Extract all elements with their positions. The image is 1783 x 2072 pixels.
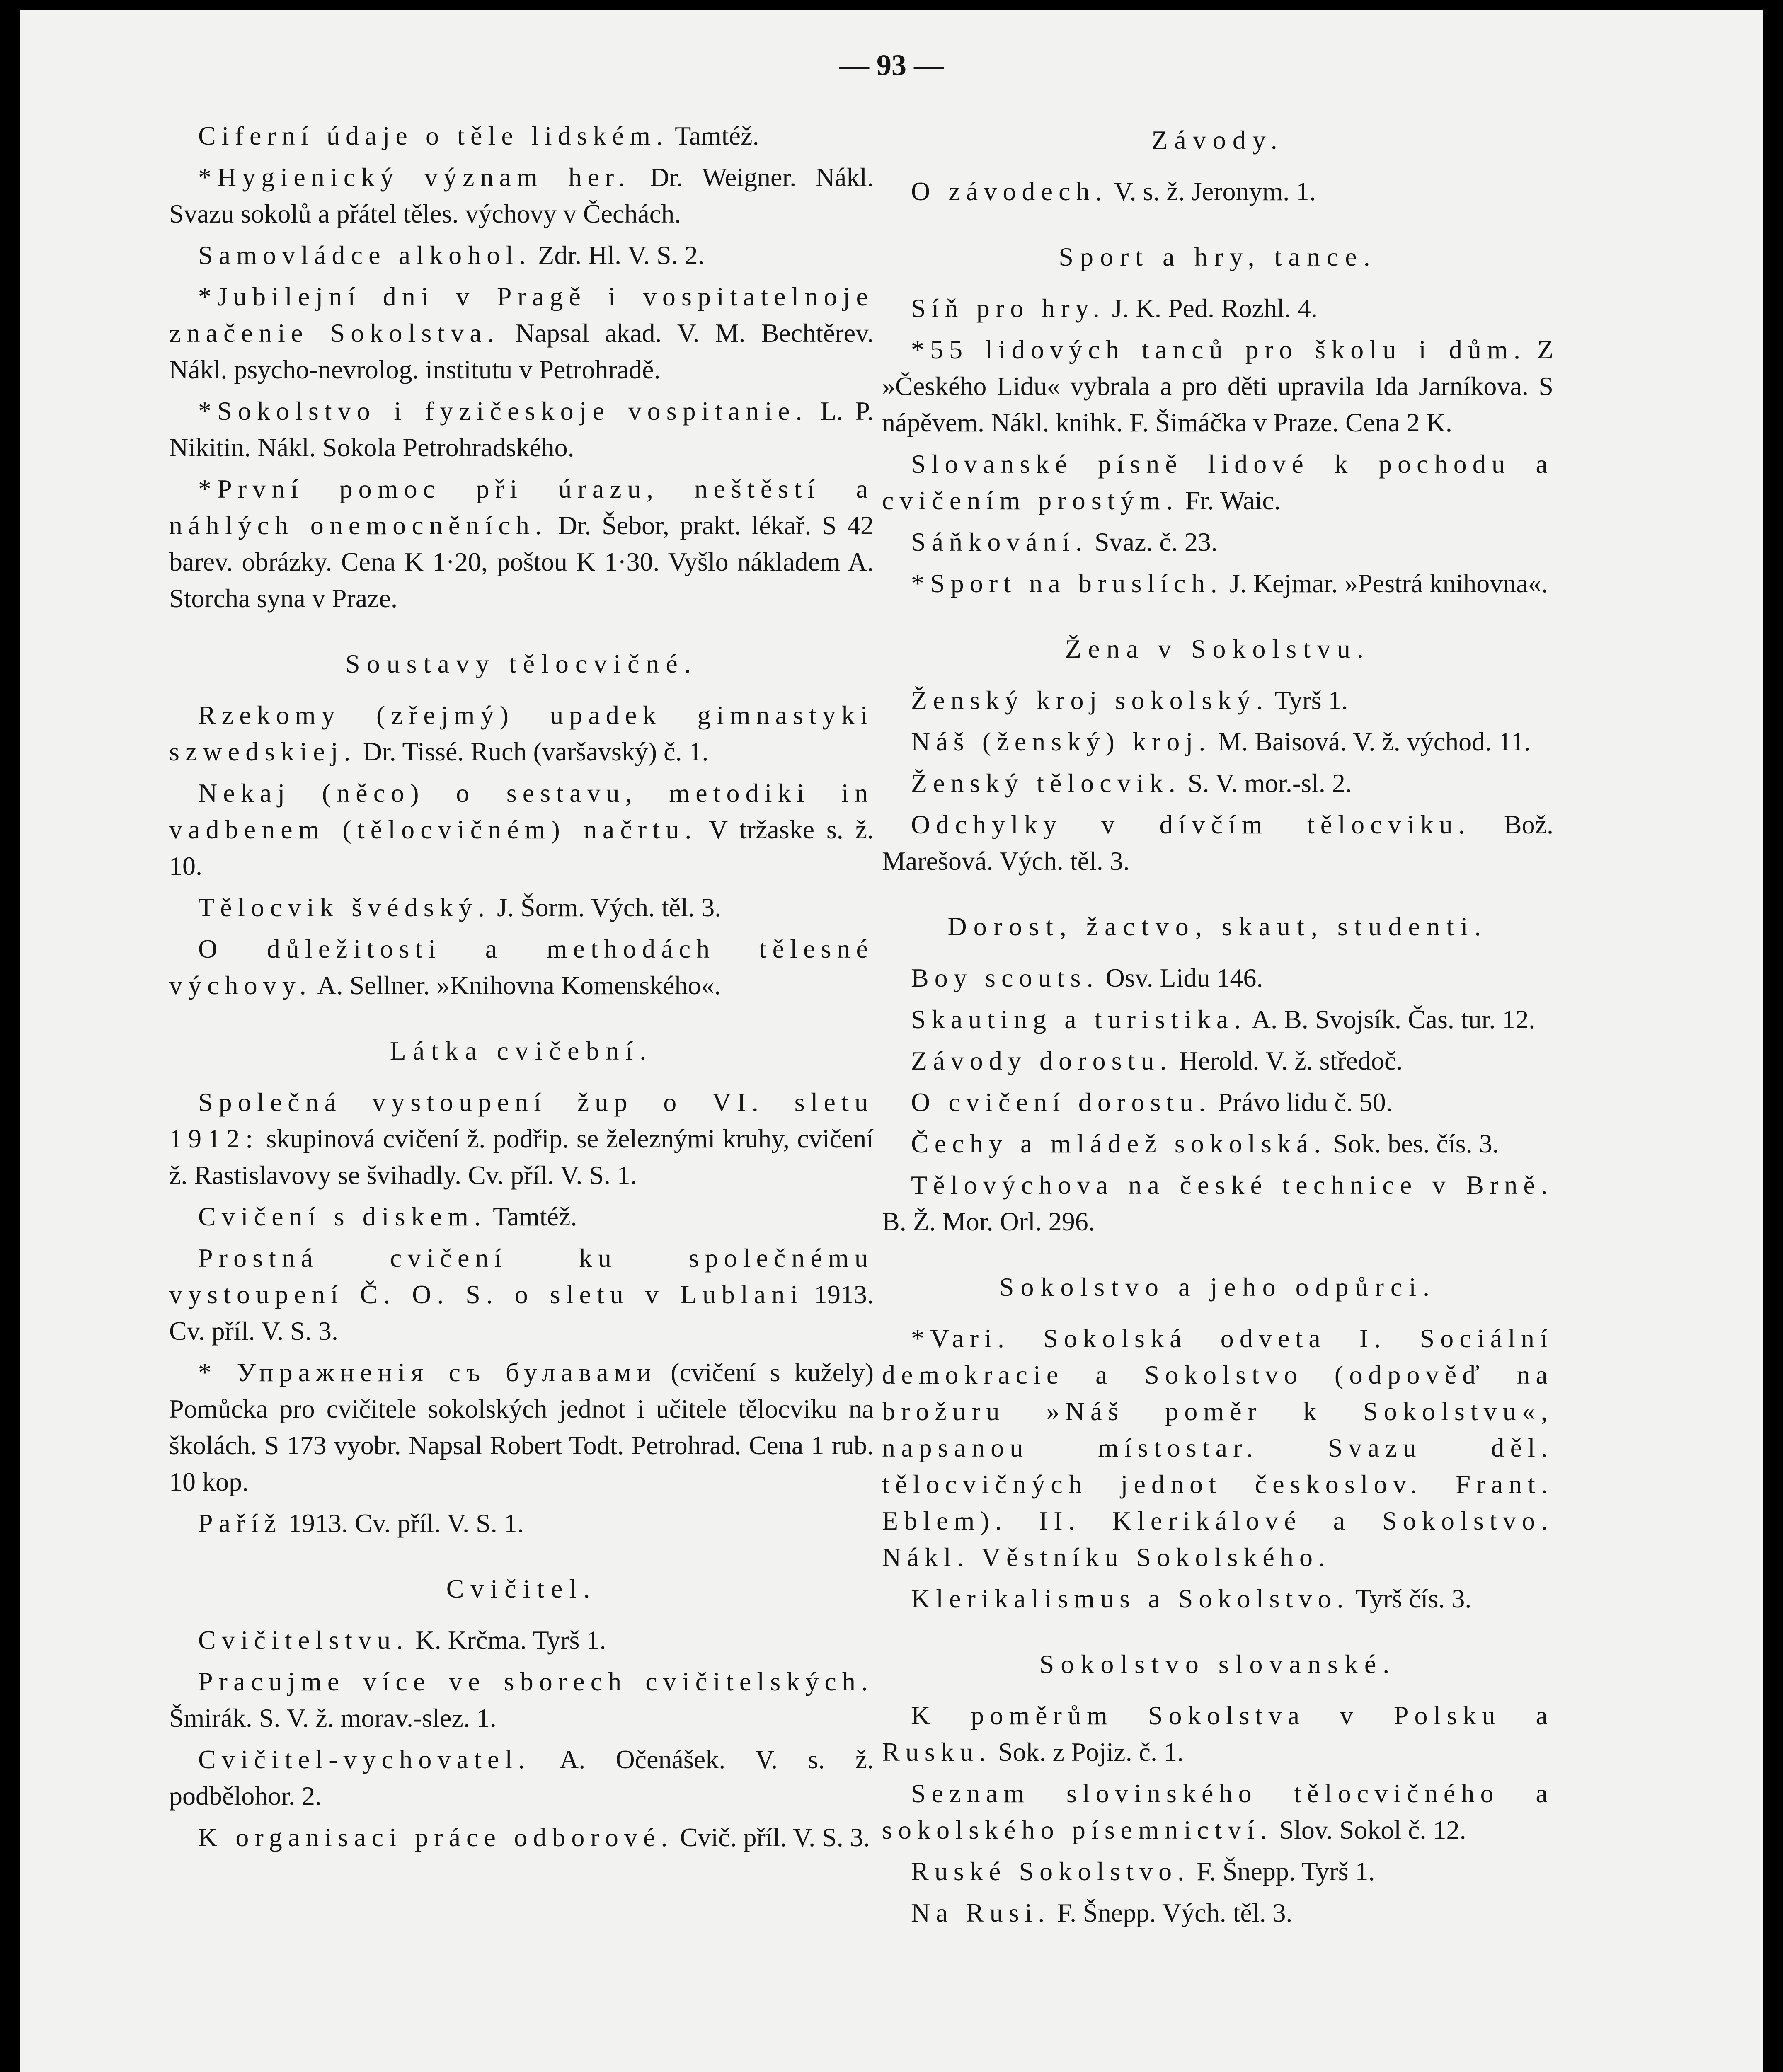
entry-title: Slovanské písně lidové k pochodu a cvičením prostým. xyxy=(882,449,1553,515)
entry-title: Seznam slovinského tělocvičného a sokolského písemnictví. xyxy=(882,1779,1553,1844)
entry-title: * Упражненія съ булавами xyxy=(198,1358,657,1387)
bibliography-entry xyxy=(882,1084,1553,1121)
entry-details: Svaz. č. 23. xyxy=(1088,527,1218,557)
bibliography-entry xyxy=(169,889,874,926)
entry-details: Osv. Lidu 146. xyxy=(1099,963,1263,992)
section-heading: Závody. xyxy=(1151,125,1284,155)
right-column xyxy=(882,118,1553,1936)
entry-details: V. s. ž. Jeronym. 1. xyxy=(1107,177,1316,206)
section-heading: Sokolstvo slovanské. xyxy=(1039,1649,1396,1679)
bibliography-entry xyxy=(882,1853,1553,1890)
bibliography-entry xyxy=(169,1663,874,1736)
page-number: — 93 — xyxy=(839,48,944,82)
bibliography-entry xyxy=(882,765,1553,801)
entry-title: *Jubilejní dni v Pragě i vospitatelnoje značenie Sokolstva. xyxy=(169,282,874,348)
entry-details: F. Šnepp. Tyrš 1. xyxy=(1190,1857,1375,1886)
entry-details: K. Krčma. Tyrš 1. xyxy=(409,1625,606,1655)
entry-title: Ciferní údaje o těle lidském. xyxy=(198,121,669,150)
bibliography-entry xyxy=(882,960,1553,996)
entry-title: *První pomoc při úrazu, neštěstí a náhlých onemocněních. xyxy=(169,474,874,540)
entry-title: Síň pro hry. xyxy=(911,293,1105,323)
entry-title: Cvičení s diskem. xyxy=(198,1202,487,1231)
bibliography-entry xyxy=(169,237,874,274)
bibliography-entry xyxy=(882,724,1553,760)
left-column xyxy=(169,118,874,1861)
bibliography-entry xyxy=(882,806,1553,879)
entry-details: Dr. Weigner. Nákl. Svazu sokolů a přátel těles. výchovy v Čechách. xyxy=(169,162,874,228)
entry-details: Zdr. Hl. V. S. 2. xyxy=(531,240,705,270)
entry-details: A. Očenášek. V. s. ž. podbělohor. 2. xyxy=(169,1745,874,1811)
bibliography-entry xyxy=(169,471,874,617)
entry-details: Dr. Tissé. Ruch (varšavský) č. 1. xyxy=(356,737,709,766)
entry-title: *Vari. Sokolská odveta I. Sociální demokracie a Sokolstvo (odpověď na brožuru »Náš poměr k Sokolstvu«, napsanou místostar. Svazu děl. tělocvičných jednot českoslov. Frant. Eblem). II. Klerikálové a Sokolstvo. Nákl. Věstníku Sokolského. xyxy=(882,1324,1553,1572)
bibliography-entry xyxy=(169,1622,874,1658)
bibliography-entry xyxy=(169,1198,874,1235)
entry-title: *Sport na bruslích. xyxy=(911,569,1223,598)
bibliography-entry xyxy=(169,278,874,388)
entry-details: Tamtéž. xyxy=(669,121,759,150)
entry-title: Ženský tělocvik. xyxy=(911,768,1181,798)
bibliography-entry xyxy=(882,332,1553,441)
entry-title: O cvičení dorostu. xyxy=(911,1087,1211,1117)
bibliography-entry xyxy=(169,1084,874,1193)
entry-title: Sáňkování. xyxy=(911,527,1088,557)
entry-details: Sok. z Pojiz. č. 1. xyxy=(991,1737,1184,1767)
entry-title: *Sokolstvo i fyzičeskoje vospitanie. xyxy=(198,396,808,426)
entry-title: Rzekomy (zřejmý) upadek gimnastyki szwedskiej. xyxy=(169,700,874,766)
bibliography-entry xyxy=(169,1240,874,1349)
bibliography-entry xyxy=(882,1167,1553,1240)
entry-details: J. K. Ped. Rozhl. 4. xyxy=(1105,293,1318,323)
entry-details: Herold. V. ž. středoč. xyxy=(1172,1046,1403,1075)
entry-details: Tyrš 1. xyxy=(1268,685,1348,715)
section-heading: Žena v Sokolstvu. xyxy=(1065,634,1370,663)
entry-details: (cvičení s kužely) Pomůcka pro cvičitele sokolských jednot i učitele tělocviku na školách. S 173 vyobr. Napsal Robert Todt. Petrohrad. Cena 1 rub. 10 kop. xyxy=(169,1358,874,1496)
entry-title: *Hygienický význam her. xyxy=(198,162,631,192)
bibliography-entry xyxy=(882,446,1553,519)
entry-details: Tamtéž. xyxy=(487,1202,577,1231)
entry-details: Napsal akad. V. M. Bechtěrev. Nákl. psycho-nevrolog. institutu v Petrohradě. xyxy=(169,318,874,384)
bibliography-entry xyxy=(169,1741,874,1814)
entry-details: 1913. Cv. příl. V. S. 3. xyxy=(169,1280,874,1346)
entry-title: Na Rusi. xyxy=(911,1898,1051,1927)
entry-title: Náš (ženský) kroj. xyxy=(911,727,1211,756)
section-heading: Cvičitel. xyxy=(446,1574,597,1603)
entry-details: Tyrš čís. 3. xyxy=(1349,1584,1472,1613)
entry-title: Pracujme více ve sborech cvičitelských. xyxy=(198,1667,874,1696)
entry-title: Nekaj (něco) o sestavu, metodiki in vadbenem (tělocvičném) načrtu. xyxy=(169,778,874,844)
section-heading: Sokolstvo a jeho odpůrci. xyxy=(999,1272,1437,1302)
bibliography-entry xyxy=(169,159,874,232)
bibliography-entry xyxy=(169,1819,874,1856)
entry-details: Šmirák. S. V. ž. morav.-slez. 1. xyxy=(169,1703,497,1733)
entry-details: J. Kejmar. »Pestrá knihovna«. xyxy=(1223,569,1548,598)
entry-title: Prostná cvičení ku společnému vystoupení Č. O. S. o sletu v Lublani xyxy=(169,1243,874,1309)
entry-title: Cvičitel-vychovatel. xyxy=(198,1745,531,1774)
bibliography-entry xyxy=(882,1581,1553,1617)
section-heading: Sport a hry, tance. xyxy=(1059,242,1377,271)
bibliography-entry xyxy=(169,775,874,884)
bibliography-entry xyxy=(882,1001,1553,1038)
section-heading: Dorost, žactvo, skaut, studenti. xyxy=(947,912,1488,941)
entry-details: Sok. bes. čís. 3. xyxy=(1326,1129,1499,1158)
entry-details: Bož. Marešová. Vých. těl. 3. xyxy=(882,810,1553,876)
entry-title: Tělovýchova na české technice v Brně. xyxy=(911,1170,1553,1200)
bibliography-entry xyxy=(169,393,874,466)
bibliography-entry xyxy=(882,1697,1553,1770)
entry-title: K organisaci práce odborové. xyxy=(198,1823,673,1852)
entry-title: Paříž xyxy=(198,1508,282,1538)
entry-title: Samovládce alkohol. xyxy=(198,240,532,270)
entry-title: Ženský kroj sokolský. xyxy=(911,685,1269,715)
bibliography-entry xyxy=(882,1320,1553,1576)
entry-title: O důležitosti a methodách tělesné výchovy. xyxy=(169,934,874,1000)
entry-details: M. Baisová. V. ž. východ. 11. xyxy=(1211,727,1531,756)
section-heading: Soustavy tělocvičné. xyxy=(345,649,698,678)
entry-title: Klerikalismus a Sokolstvo. xyxy=(911,1584,1349,1613)
entry-title: Cvičitelstvu. xyxy=(198,1625,409,1655)
bibliography-entry xyxy=(882,1775,1553,1848)
entry-details: Slov. Sokol č. 12. xyxy=(1272,1815,1466,1844)
bibliography-entry xyxy=(882,1895,1553,1931)
bibliography-entry xyxy=(169,118,874,154)
entry-title: Tělocvik švédský. xyxy=(198,893,491,922)
bibliography-entry xyxy=(882,565,1553,602)
entry-details: A. B. Svojsík. Čas. tur. 12. xyxy=(1246,1005,1536,1034)
bibliography-entry xyxy=(882,1126,1553,1162)
entry-title: Boy scouts. xyxy=(911,963,1099,992)
entry-details: Z »Českého Lidu« vybrala a pro děti upravila Ida Jarníkova. S nápěvem. Nákl. knihk. F. Šimáčka v Praze. Cena 2 K. xyxy=(882,335,1553,437)
entry-title: Skauting a turistika. xyxy=(911,1005,1247,1034)
entry-details: L. P. Nikitin. Nákl. Sokola Petrohradského. xyxy=(169,396,874,462)
entry-title: Čechy a mládež sokolská. xyxy=(911,1129,1327,1158)
entry-details: J. Šorm. Vých. těl. 3. xyxy=(490,893,722,922)
bibliography-entry xyxy=(882,173,1553,210)
entry-details: Fr. Waic. xyxy=(1178,486,1281,515)
entry-details: skupinová cvičení ž. podřip. se železnými kruhy, cvičení ž. Rastislavovy se švihadly. Cv. příl. V. S. 1. xyxy=(169,1124,874,1190)
entry-details: Dr. Šebor, prakt. lékař. S 42 barev. obrázky. Cena K 1·20, poštou K 1·30. Vyšlo nákladem A. Storcha syna v Praze. xyxy=(169,511,874,613)
entry-title: Závody dorostu. xyxy=(911,1046,1173,1075)
bibliography-entry xyxy=(169,931,874,1004)
entry-title: Společná vystoupení žup o VI. sletu 1912: xyxy=(169,1087,874,1153)
entry-details: Právo lidu č. 50. xyxy=(1211,1087,1393,1117)
entry-details: A. Sellner. »Knihovna Komenského«. xyxy=(312,971,721,1000)
entry-title: *55 lidových tanců pro školu i dům. xyxy=(911,335,1526,364)
entry-details: V tržaske s. ž. 10. xyxy=(169,815,874,881)
entry-details: F. Šnepp. Vých. těl. 3. xyxy=(1050,1898,1293,1927)
bibliography-entry xyxy=(169,1505,874,1542)
bibliography-entry xyxy=(882,290,1553,327)
entry-title: Ruské Sokolstvo. xyxy=(911,1857,1190,1886)
entry-title: O závodech. xyxy=(911,177,1108,206)
bibliography-entry xyxy=(882,1043,1553,1079)
section-heading: Látka cvičební. xyxy=(390,1036,653,1065)
bibliography-entry xyxy=(169,697,874,770)
entry-details: S. V. mor.-sl. 2. xyxy=(1181,768,1352,798)
entry-details: 1913. Cv. příl. V. S. 1. xyxy=(281,1508,524,1538)
bibliography-entry xyxy=(169,1354,874,1500)
entry-title: K poměrům Sokolstva v Polsku a Rusku. xyxy=(882,1701,1553,1767)
document-page xyxy=(20,10,1763,2072)
bibliography-entry xyxy=(882,682,1553,719)
entry-details: B. Ž. Mor. Orl. 296. xyxy=(882,1207,1095,1236)
entry-title: Odchylky v dívčím tělocviku. xyxy=(911,810,1471,839)
entry-details: Cvič. příl. V. S. 3. xyxy=(673,1823,870,1852)
bibliography-entry xyxy=(882,524,1553,560)
